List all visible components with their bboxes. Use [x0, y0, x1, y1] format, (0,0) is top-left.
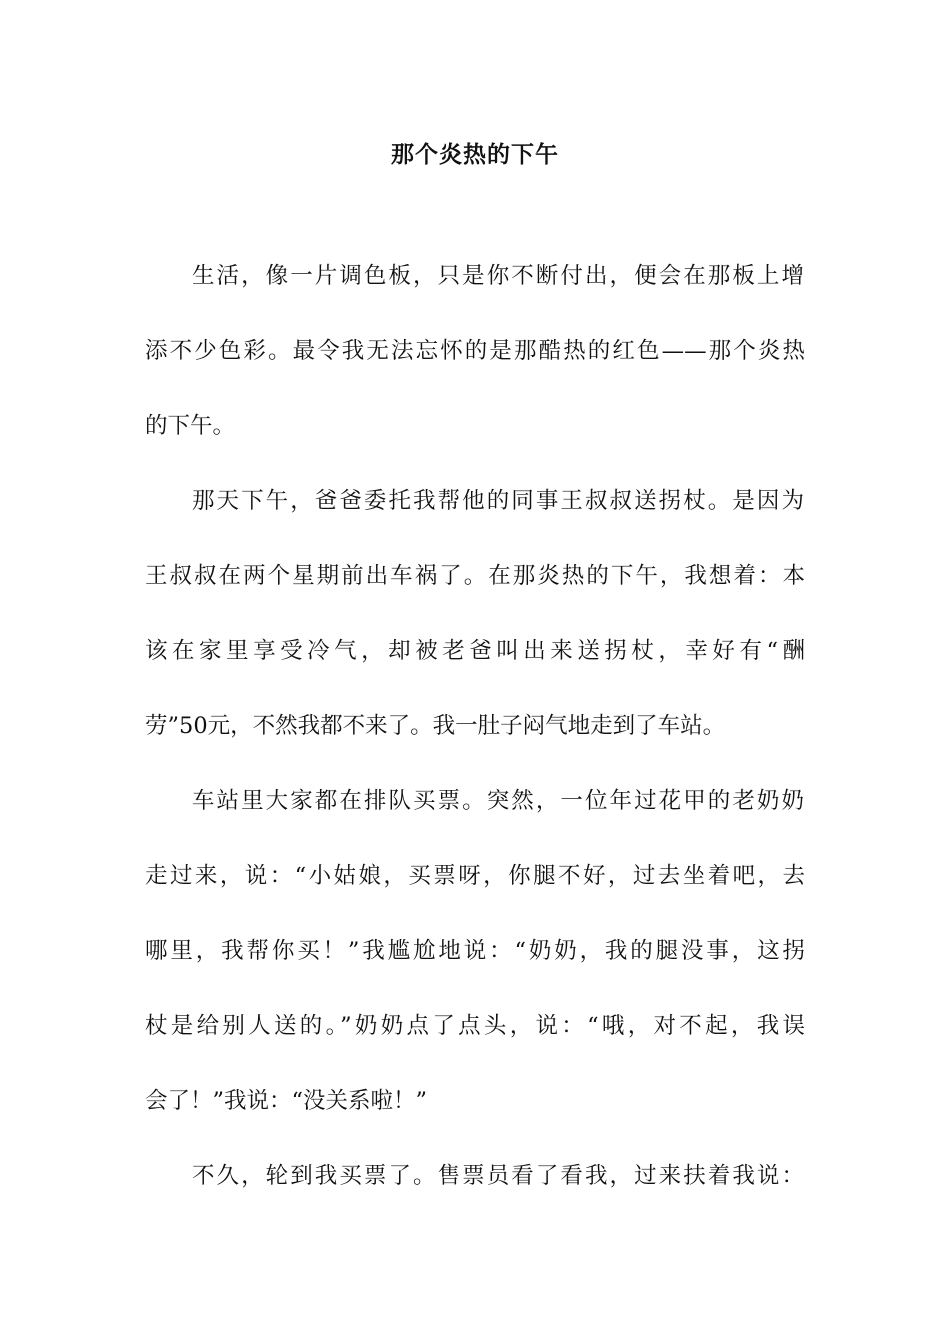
paragraph-2-line-2: 王叔叔在两个星期前出车祸了。在那炎热的下午，我想着：本	[145, 563, 805, 589]
paragraph-3-line-4: 杖是给别人送的。”奶奶点了点头，说：“哦，对不起，我误	[145, 1013, 805, 1039]
paragraph-2-line-4: 劳”50元，不然我都不来了。我一肚子闷气地走到了车站。	[145, 713, 726, 739]
paragraph-1-line-2: 添不少色彩。最令我无法忘怀的是那酷热的红色——那个炎热	[145, 338, 805, 364]
paragraph-3-line-2: 走过来，说：“小姑娘，买票呀，你腿不好，过去坐着吧，去	[145, 863, 805, 889]
paragraph-3-line-3: 哪里，我帮你买！”我尴尬地说：“奶奶，我的腿没事，这拐	[145, 938, 805, 964]
page-title: 那个炎热的下午	[391, 141, 559, 168]
paragraph-3-line-1: 车站里大家都在排队买票。突然，一位年过花甲的老奶奶	[192, 788, 804, 814]
paragraph-1-line-3: 的下午。	[145, 413, 236, 439]
paragraph-2-line-3: 该在家里享受冷气，却被老爸叫出来送拐杖，幸好有“酬	[145, 638, 805, 664]
paragraph-1-line-1: 生活，像一片调色板，只是你不断付出，便会在那板上增	[192, 263, 804, 289]
paragraph-3-line-5: 会了！”我说：“没关系啦！”	[145, 1088, 428, 1114]
paragraph-2-line-1: 那天下午，爸爸委托我帮他的同事王叔叔送拐杖。是因为	[192, 488, 804, 514]
paragraph-4-line-1: 不久，轮到我买票了。售票员看了看我，过来扶着我说：	[192, 1163, 804, 1189]
